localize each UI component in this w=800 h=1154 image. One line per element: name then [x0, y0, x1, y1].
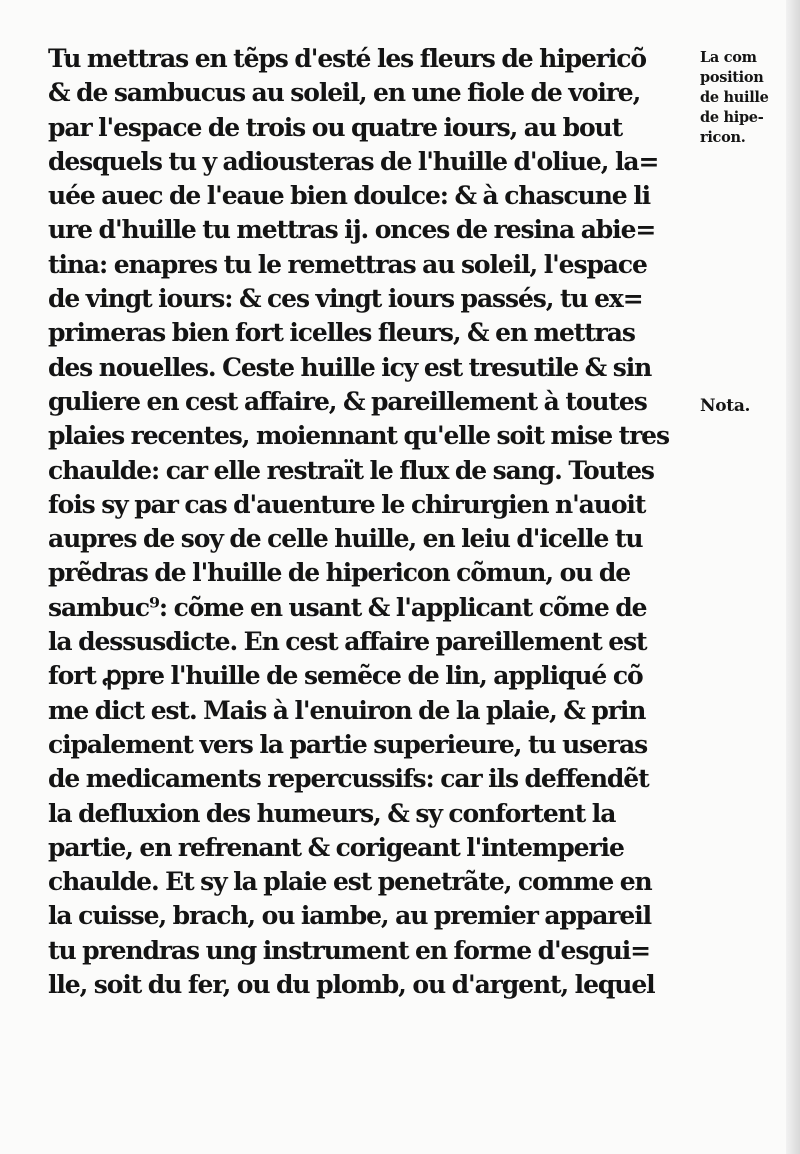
text-line: fois sy par cas d'auenture le chirurgien n'auoit	[48, 489, 646, 519]
margin-note-line: de hipe-	[700, 109, 764, 126]
text-line: & de sambucus au soleil, en une fiole de voire,	[48, 78, 641, 108]
text-line: la defluxion des humeurs, & sy confortent la	[48, 798, 616, 828]
text-line: me dict est. Mais à l'enuiron de la plaie, & prin	[48, 695, 646, 725]
text-line: tina: enapres tu le remettras au soleil, l'espace	[48, 249, 647, 279]
text-line: de vingt iours: & ces vingt iours passés, tu ex=	[48, 284, 643, 314]
margin-note-line: La com	[700, 49, 757, 66]
margin-note-line: de huille	[700, 89, 769, 106]
text-line: guliere en cest affaire, & pareillement à toutes	[48, 386, 647, 416]
margin-note-composition	[700, 48, 790, 148]
text-line: ure d'huille tu mettras ij. onces de resina abie=	[48, 215, 656, 245]
text-line: Tu mettras en tẽps d'esté les fleurs de hipericõ	[48, 44, 646, 73]
text-line: chaulde. Et sy la plaie est penetrãte, comme en	[48, 867, 652, 897]
text-line: prẽdras de l'huille de hipericon cõmun, ou de	[48, 558, 631, 588]
text-line: partie, en refrenant & corigeant l'intemperie	[48, 832, 624, 862]
text-line: par l'espace de trois ou quatre iours, au bout	[48, 112, 623, 142]
text-line: plaies recentes, moiennant qu'elle soit mise tres	[48, 421, 669, 451]
margin-note-line: Nota.	[700, 396, 751, 416]
body-text	[48, 42, 696, 1002]
text-line: des nouelles. Ceste huille icy est tresutile & sin	[48, 352, 652, 382]
text-line: primeras bien fort icelles fleurs, & en mettras	[48, 318, 635, 348]
text-line: la dessusdicte. En cest affaire pareillement est	[48, 627, 647, 657]
text-line: fort ꝓpre l'huille de semẽce de lin, appliqué cõ	[48, 661, 643, 691]
text-line: lle, soit du fer, ou du plomb, ou d'argent, lequel	[48, 970, 655, 1000]
text-line: aupres de soy de celle huille, en leiu d'icelle tu	[48, 524, 643, 554]
margin-note-line: position	[700, 69, 764, 86]
text-line: chaulde: car elle restraït le flux de sang. Toutes	[48, 455, 654, 485]
text-line: de medicaments repercussifs: car ils deffendẽt	[48, 764, 649, 794]
margin-note-line: ricon.	[700, 129, 746, 146]
text-line: la cuisse, brach, ou iambe, au premier appareil	[48, 901, 652, 931]
text-line: desquels tu y adiousteras de l'huille d'oliue, la=	[48, 146, 659, 176]
text-line: cipalement vers la partie superieure, tu useras	[48, 729, 648, 759]
text-line: tu prendras ung instrument en forme d'esgui=	[48, 935, 651, 965]
text-line: sambuc⁹: cõme en usant & l'applicant cõme de	[48, 592, 647, 622]
margin-note-nota	[700, 396, 790, 416]
text-line: uée auec de l'eaue bien doulce: & à chascune li	[48, 181, 651, 211]
